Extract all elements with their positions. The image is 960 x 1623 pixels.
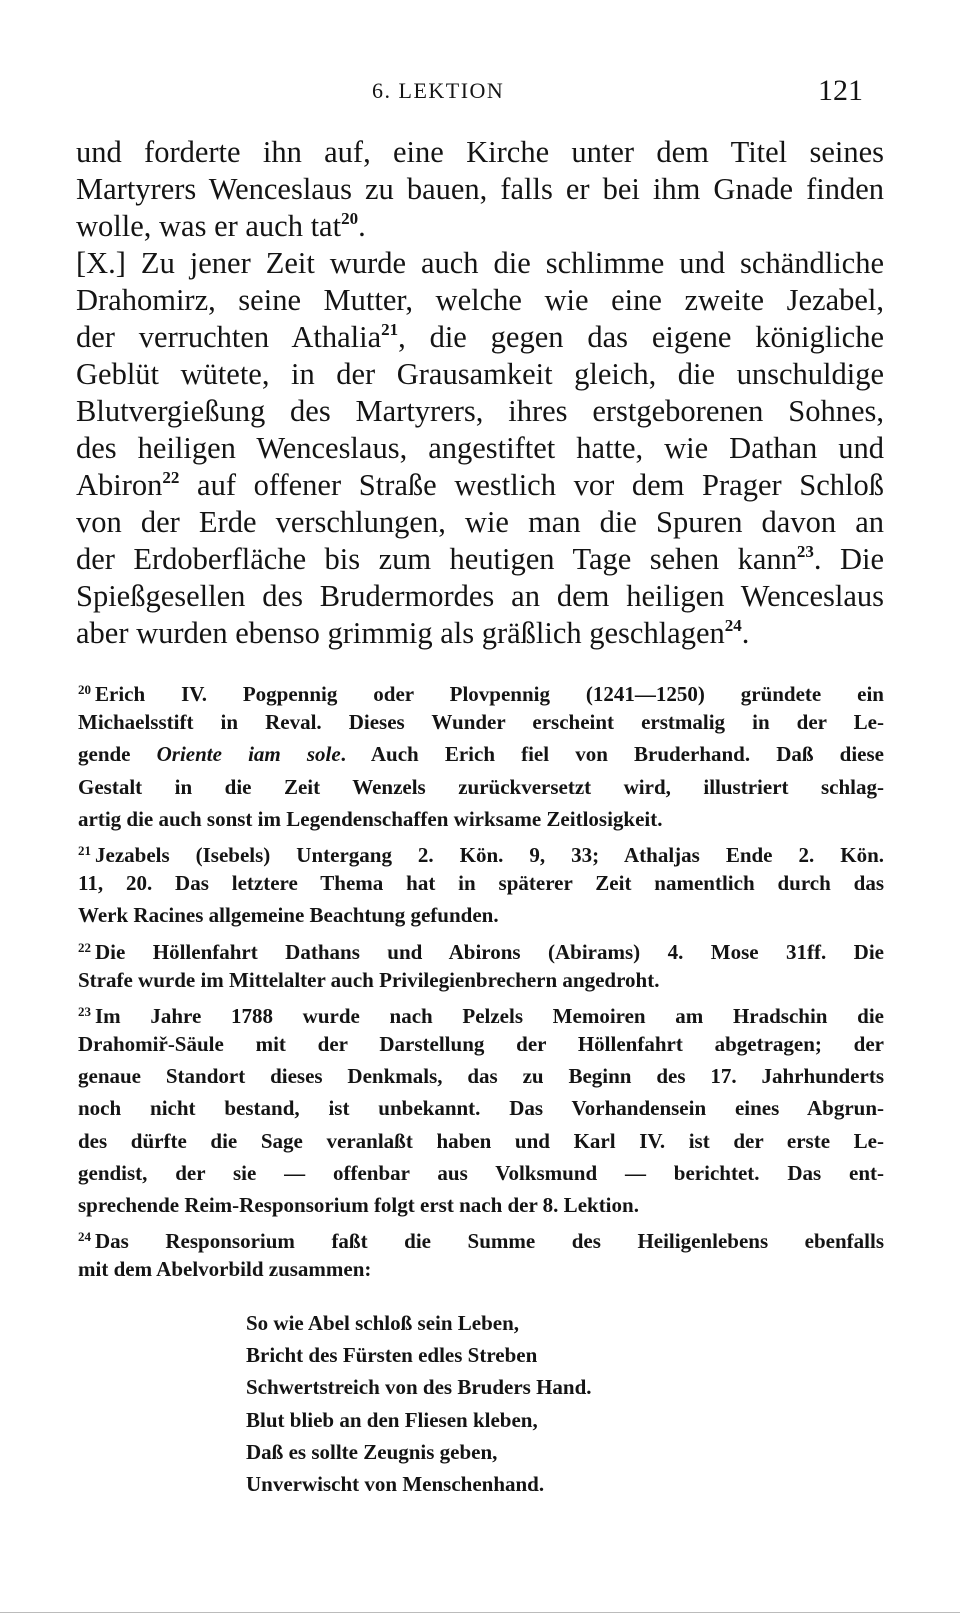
page-number: 121 <box>818 74 863 107</box>
footnote-text: Die Höllenfahrt Dathans und Abirons (Abirams) 4. Mose 31ff. Die <box>95 939 884 964</box>
footnote-text: gende <box>78 742 157 767</box>
poem-verse: Daß es sollte Zeugnis geben, <box>246 1439 498 1464</box>
body-text-segment: aber wurden ebenso grimmig als gräßlich geschlagen <box>76 616 725 650</box>
footnote-marker: 21 <box>78 842 91 858</box>
footnote-marker: 22 <box>78 939 91 955</box>
footnote-text: . Auch Erich fiel von Bruderhand. Daß diese <box>340 742 884 767</box>
running-head: 6. LEKTION <box>372 78 505 103</box>
footnote-text: Erich IV. Pogpennig oder Plovpennig (1241—1250) gründete ein <box>95 682 884 706</box>
footnote-line: sprechende Reim-Responsorium folgt erst nach der 8. Lektion. <box>78 1193 639 1217</box>
poem-verse: Unverwischt von Menschenhand. <box>246 1472 545 1497</box>
body-line: Blutvergießung des Martyrers, ihres erstgeborenen Sohnes, <box>76 394 884 428</box>
footnote-21 <box>78 835 884 867</box>
footnote-marker: 23 <box>78 1003 91 1019</box>
body-line <box>76 208 884 245</box>
body-text-segment: . <box>741 616 750 650</box>
footnote-line: Gestalt in die Zeit Wenzels zurückversetzt wird, illustriert schlag- <box>78 774 884 799</box>
body-text-segment: wolle, was er auch tat <box>76 209 342 243</box>
body-line <box>76 467 884 504</box>
body-line: Martyrers Wenceslaus zu bauen, falls er bei ihm Gnade finden <box>76 172 884 206</box>
footnote-line: Michaelsstift in Reval. Dieses Wunder erscheint erstmalig in der Le- <box>78 710 884 735</box>
body-line <box>76 319 884 356</box>
footnote-marker: 24 <box>78 1229 91 1245</box>
footnote-text: Im Jahre 1788 wurde nach Pelzels Memoiren am Hradschin die <box>95 1003 884 1028</box>
footnote-line: des dürfte die Sage veranlaßt haben und Karl IV. ist der erste Le- <box>78 1128 884 1153</box>
footnote-line: 11, 20. Das letztere Thema hat in späterer Zeit namentlich durch das <box>78 871 884 896</box>
footnote-line: Strafe wurde im Mittelalter auch Privilegienbrechern angedroht. <box>78 967 660 992</box>
body-line: von der Erde verschlungen, wie man die Spuren davon an <box>76 505 884 539</box>
body-text-segment: . Die <box>813 542 884 576</box>
footnote-line: artig die auch sonst im Legendenschaffen wirksame Zeitlosigkeit. <box>78 806 663 831</box>
body-line: [X.] Zu jener Zeit wurde auch die schlimme und schändliche <box>76 246 884 280</box>
footnotes <box>78 674 884 1286</box>
body-line: Spießgesellen des Brudermordes an dem heiligen Wenceslaus <box>76 579 884 613</box>
body-text-segment: der verruchten Athalia <box>76 320 382 354</box>
legend-title: Oriente iam sole <box>156 742 341 767</box>
footnote-ref-24[interactable]: 24 <box>724 616 742 635</box>
footnote-line: gendist, der sie — offenbar aus Volksmund — berichtet. Das ent- <box>78 1160 884 1185</box>
footnote-marker: 20 <box>78 682 91 697</box>
body-line: Geblüt wütete, in der Grausamkeit gleich, die unschuldige <box>76 357 884 391</box>
poem-verse: Bricht des Fürsten edles Streben <box>246 1343 538 1368</box>
body-text <box>76 134 884 652</box>
footnote-ref-22[interactable]: 22 <box>162 468 180 487</box>
scan-edge-divider <box>0 1612 960 1613</box>
poem-verse: Schwertstreich von des Bruders Hand. <box>246 1375 592 1400</box>
footnote-ref-20[interactable]: 20 <box>341 209 359 228</box>
page-header <box>0 72 960 112</box>
footnote-line <box>78 738 884 770</box>
footnote-line: Drahomiř-Säule mit der Darstellung der Höllenfahrt abgetragen; der <box>78 1032 884 1057</box>
body-line <box>76 615 884 652</box>
body-line <box>76 541 884 578</box>
footnote-22 <box>78 932 884 964</box>
footnote-ref-21[interactable]: 21 <box>381 320 399 339</box>
footnote-line: genaue Standort dieses Denkmals, das zu Beginn des 17. Jahrhunderts <box>78 1064 884 1089</box>
body-text-segment: , die gegen das eigene königliche <box>398 320 884 354</box>
footnote-23 <box>78 996 884 1028</box>
footnote-line: Werk Racines allgemeine Beachtung gefunden. <box>78 903 499 928</box>
footnote-line: noch nicht bestand, ist unbekannt. Das Vorhandensein eines Abgrun- <box>78 1096 884 1121</box>
footnote-24 <box>78 1221 884 1253</box>
footnote-line: mit dem Abelvorbild zusammen: <box>78 1257 372 1282</box>
footnote-text: Jezabels (Isebels) Untergang 2. Kön. 9, 33; Athaljas Ende 2. Kön. <box>95 842 884 867</box>
footnote-text: Das Responsorium faßt die Summe des Heiligenlebens ebenfalls <box>95 1229 884 1254</box>
body-text-segment: Abiron <box>76 468 163 502</box>
poem-verse: Blut blieb an den Fliesen kleben, <box>246 1407 538 1432</box>
footnote-20 <box>78 674 884 706</box>
body-text-segment: der Erdoberfläche bis zum heutigen Tage sehen kann <box>76 542 797 576</box>
responsorium-poem <box>246 1307 592 1500</box>
body-text-segment: . <box>358 209 366 243</box>
poem-verse: So wie Abel schloß sein Leben, <box>246 1311 520 1335</box>
body-text-segment: auf offener Straße westlich vor dem Prager Schloß <box>179 468 884 502</box>
footnote-ref-23[interactable]: 23 <box>796 542 814 561</box>
body-line: Drahomirz, seine Mutter, welche wie eine zweite Jezabel, <box>76 283 884 317</box>
body-line: und forderte ihn auf, eine Kirche unter dem Titel seines <box>76 135 884 169</box>
body-line: des heiligen Wenceslaus, angestiftet hatte, wie Dathan und <box>76 431 884 465</box>
